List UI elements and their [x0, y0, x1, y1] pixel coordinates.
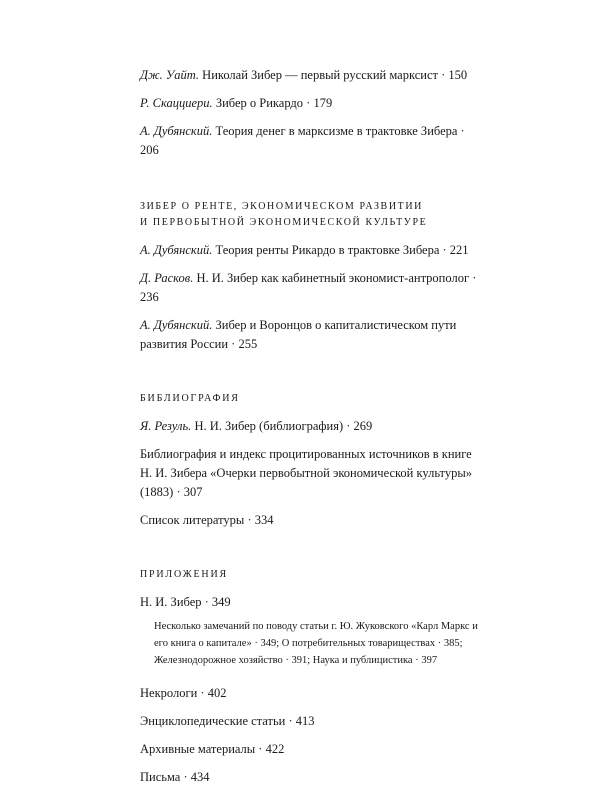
entry-text: Библиография и индекс процитированных источников в книге Н. И. Зибера «Очерки первобытной экономической культуры» (1883) · 307 [140, 447, 473, 499]
toc-entry [140, 768, 480, 787]
section-heading-line: И ПЕРВОБЫТНОЙ ЭКОНОМИЧЕСКОЙ КУЛЬТУРЕ [140, 217, 428, 228]
entry-text: Теория денег в марксизме в трактовке Зибера · 206 [140, 124, 465, 157]
section-spacer [140, 169, 480, 199]
entry-author: А. Дубянский. [140, 318, 213, 332]
entry-text: Зибер и Воронцов о капиталистическом пути развития России · 255 [140, 318, 457, 351]
toc-entry [140, 316, 480, 354]
toc-entry [140, 241, 480, 260]
toc-entry [140, 712, 480, 731]
section-heading-line: ЗИБЕР О РЕНТЕ, ЭКОНОМИЧЕСКОМ РАЗВИТИИ [140, 201, 423, 212]
section-heading: ПРИЛОЖЕНИЯ [140, 569, 228, 580]
entry-text: Н. И. Зибер · 349 [140, 595, 231, 609]
section-rent-development [140, 199, 480, 354]
entry-author: Я. Резуль. [140, 419, 192, 433]
section-heading [140, 199, 480, 231]
toc-subentries: Несколько замечаний по поводу статьи г. Ю. Жуковского «Карл Маркс и его книга о капитале» · 349; О потребительных товариществах · 385; Железнодорожное хозяйство · 391; Наука и публицистика · 397 [154, 621, 478, 666]
entry-author: Р. Скацциери. [140, 96, 213, 110]
entry-text: Зибер о Рикардо · 179 [212, 96, 333, 110]
entry-author: А. Дубянский. [140, 243, 213, 257]
toc-entry [140, 417, 480, 436]
entry-author: Дж. Уайт. [140, 68, 200, 82]
toc-entry [140, 66, 480, 85]
entry-text: Некрологи · 402 [140, 686, 227, 700]
section-spacer [140, 363, 480, 391]
section-bibliography [140, 391, 480, 530]
toc-entry [140, 122, 480, 160]
toc-entry [140, 94, 480, 113]
section-heading: БИБЛИОГРАФИЯ [140, 393, 240, 404]
entry-author: Д. Расков. [140, 271, 194, 285]
entry-text: Н. И. Зибер (библиография) · 269 [191, 419, 373, 433]
entry-author: А. Дубянский. [140, 124, 213, 138]
entry-text: Николай Зибер — первый русский марксист · 150 [199, 68, 468, 82]
entry-text: Архивные материалы · 422 [140, 742, 285, 756]
entry-text: Н. И. Зибер как кабинетный экономист-антрополог · 236 [140, 271, 477, 304]
toc-entry [140, 445, 480, 502]
section-spacer [140, 539, 480, 567]
entry-text: Энциклопедические статьи · 413 [140, 714, 315, 728]
entry-text: Теория ренты Рикардо в трактовке Зибера · 221 [212, 243, 469, 257]
entry-text: Список литературы · 334 [140, 513, 274, 527]
entry-text: Письма · 434 [140, 770, 210, 784]
toc-entry [140, 593, 480, 612]
toc-entry [140, 511, 480, 530]
table-of-contents [140, 66, 480, 796]
section-appendices [140, 567, 480, 787]
toc-entry [140, 269, 480, 307]
toc-entry [140, 684, 480, 703]
section-articles [140, 66, 480, 160]
